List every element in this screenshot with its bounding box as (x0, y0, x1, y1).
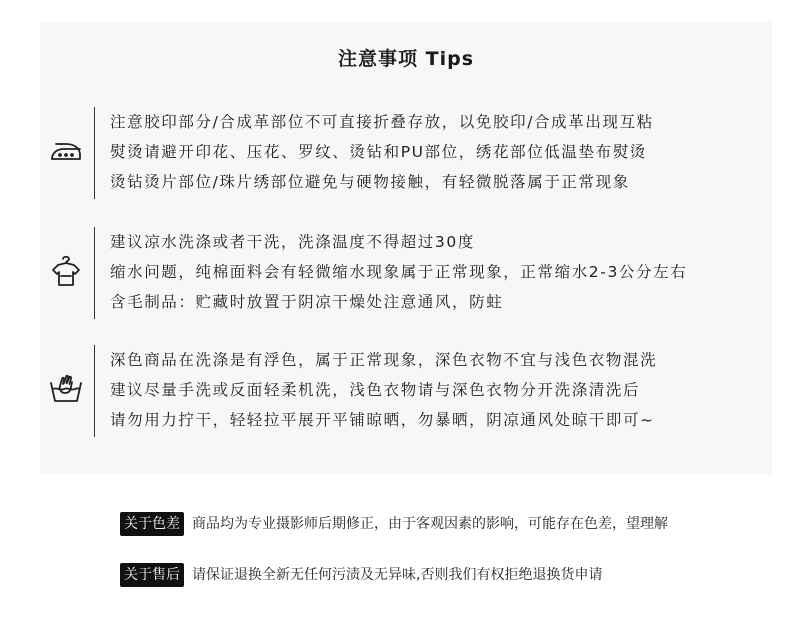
tip-line: 熨烫请避开印花、压花、罗纹、烫钻和PU部位，绣花部位低温垫布熨烫 (110, 143, 647, 161)
note-color-difference (120, 512, 668, 536)
note-text: 请保证退换全新无任何污渍及无异味,否则我们有权拒绝退换货申请 (192, 567, 603, 583)
section-lines (110, 345, 657, 435)
tip-line: 建议凉水洗涤或者干洗，洗涤温度不得超过30度 (110, 233, 475, 251)
tip-line: 建议尽量手洗或反面轻柔机洗，浅色衣物请与深色衣物分开洗涤清洗后 (110, 381, 641, 399)
tip-line: 深色商品在洗涤是有浮色，属于正常现象，深色衣物不宜与浅色衣物混洗 (110, 351, 658, 369)
section-divider (94, 345, 95, 437)
section-lines (110, 227, 687, 317)
section-handwash (40, 345, 772, 437)
section-washing (40, 227, 772, 319)
hang-dry-shirt-icon (48, 253, 84, 289)
note-badge: 关于色差 (120, 512, 184, 536)
section-lines (110, 107, 654, 197)
tip-line: 请勿用力拧干，轻轻拉平展开平铺晾晒，勿暴晒，阴凉通风处晾干即可~ (110, 411, 655, 429)
tip-line: 注意胶印部分/合成革部位不可直接折叠存放，以免胶印/合成革出现互粘 (110, 113, 654, 131)
tip-line: 烫钻烫片部位/珠片绣部位避免与硬物接触，有轻微脱落属于正常现象 (110, 173, 630, 191)
tips-panel (40, 22, 772, 474)
iron-icon (48, 133, 84, 169)
section-ironing (40, 107, 772, 199)
tip-line: 缩水问题，纯棉面料会有轻微缩水现象属于正常现象，正常缩水2-3公分左右 (110, 263, 688, 281)
note-after-sales (120, 563, 602, 587)
section-divider (94, 107, 95, 199)
hand-wash-icon (48, 371, 84, 407)
section-divider (94, 227, 95, 319)
note-badge: 关于售后 (120, 563, 184, 587)
page-title: 注意事项 Tips (338, 48, 474, 70)
note-text: 商品均为专业摄影师后期修正，由于客观因素的影响，可能存在色差，望理解 (192, 516, 668, 532)
tip-line: 含毛制品：贮藏时放置于阴凉干燥处注意通风，防蛀 (110, 293, 504, 311)
